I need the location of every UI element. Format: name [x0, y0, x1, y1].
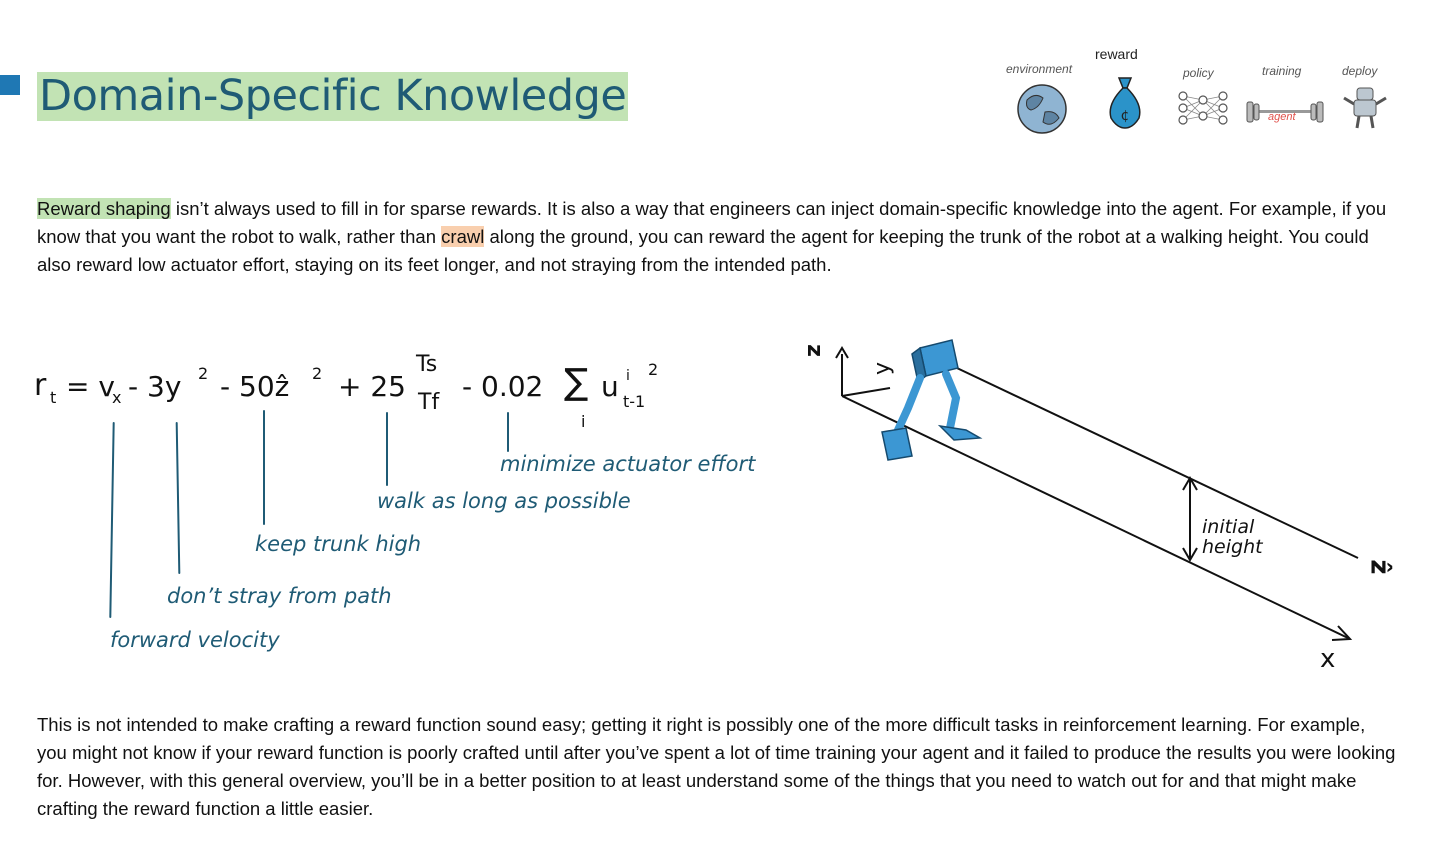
nav-label-environment: environment — [1006, 62, 1073, 76]
eq-u-sub: t-1 — [623, 392, 646, 411]
annotation-line-velocity — [109, 422, 114, 618]
initial-label: initial — [1202, 516, 1255, 538]
eq-u-sup: i — [626, 368, 630, 384]
annotation-forward-velocity: forward velocity — [110, 628, 280, 652]
eq-vx-sub: x — [112, 388, 122, 407]
eq-vx: = v — [66, 370, 115, 403]
workflow-nav — [995, 40, 1405, 140]
eq-sigma: ∑ — [564, 362, 589, 403]
svg-text:¢: ¢ — [1120, 108, 1130, 124]
z-hat-label: ẑ — [1364, 559, 1395, 575]
highlight-reward-shaping: Reward shaping — [37, 198, 171, 219]
page-title: Domain-Specific Knowledge — [39, 71, 627, 121]
annotation-keep-trunk: keep trunk high — [255, 532, 422, 556]
nav-label-agent: agent — [1268, 111, 1296, 123]
robot-icon — [1340, 84, 1390, 130]
eq-sq-2: 2 — [312, 364, 323, 383]
height-label: height — [1202, 536, 1263, 558]
eq-u: u — [601, 370, 619, 403]
y-axis-line — [842, 388, 890, 396]
annotation-line-walk — [386, 412, 388, 486]
nav-label-reward: reward — [1095, 46, 1138, 62]
nav-label-policy: policy — [1183, 66, 1214, 80]
annotation-line-actuator — [507, 412, 509, 452]
globe-icon — [1015, 82, 1069, 136]
annotation-min-actuator: minimize actuator effort — [500, 452, 756, 476]
z-axis-label: z — [801, 344, 827, 357]
eq-sigma-sub: i — [581, 412, 586, 431]
robot-diagram-svg — [780, 330, 1400, 680]
walking-robot — [882, 340, 980, 460]
height-line — [940, 360, 1358, 558]
eq-term-25: + 25 — [338, 370, 406, 403]
eq-r: r — [34, 368, 47, 403]
title-bullet — [0, 75, 20, 95]
nav-label-training: training — [1262, 64, 1302, 78]
annotation-line-trunk — [263, 410, 265, 525]
closing-paragraph: This is not intended to make crafting a reward function sound easy; getting it right is possibly one of the more difficult tasks in reinforcement learning. For example, you might not know if your reward function is poorly crafted until after you’ve spent a lot of time training your agent and it failed to produce the results you were looking for. However, with this general overview, you’ll be in a better position to at least understand some of the things that you need to watch out for and that might make crafting the reward function a little easier. — [37, 714, 1396, 819]
eq-sq-1: 2 — [198, 364, 209, 383]
eq-frac-den: Tf — [418, 390, 440, 415]
robot-coordinate-diagram — [780, 330, 1400, 680]
x-axis-label: x — [1320, 644, 1336, 674]
eq-frac-num: Ts — [416, 352, 438, 377]
annotation-dont-stray: don’t stray from path — [167, 584, 392, 608]
nav-label-deploy: deploy — [1342, 64, 1378, 78]
eq-term-y: - 3y — [128, 370, 182, 403]
eq-r-sub: t — [50, 388, 57, 407]
reward-equation — [30, 340, 730, 440]
annotation-line-stray — [176, 422, 181, 574]
annotation-walk-long: walk as long as possible — [377, 489, 631, 513]
intro-paragraph: Reward shaping isn’t always used to fill in for sparse rewards. It is also a way that engineers can inject domain-specific knowledge into the agent. For example, if you know that you want the robot to walk, rather than crawl along the ground, you can reward the agent for keeping the trunk of the robot at a walking height. You could also reward low actuator effort, staying on its feet longer, and not straying from the intended path. — [37, 198, 1387, 275]
y-axis-label: y — [870, 361, 896, 376]
highlight-crawl: crawl — [441, 226, 485, 247]
eq-u-sq: 2 — [648, 360, 659, 379]
eq-term-002: - 0.02 — [462, 370, 544, 403]
money-bag-icon — [1105, 70, 1145, 130]
neural-network-icon — [1177, 88, 1229, 128]
eq-term-z: - 50ẑ — [220, 370, 290, 403]
